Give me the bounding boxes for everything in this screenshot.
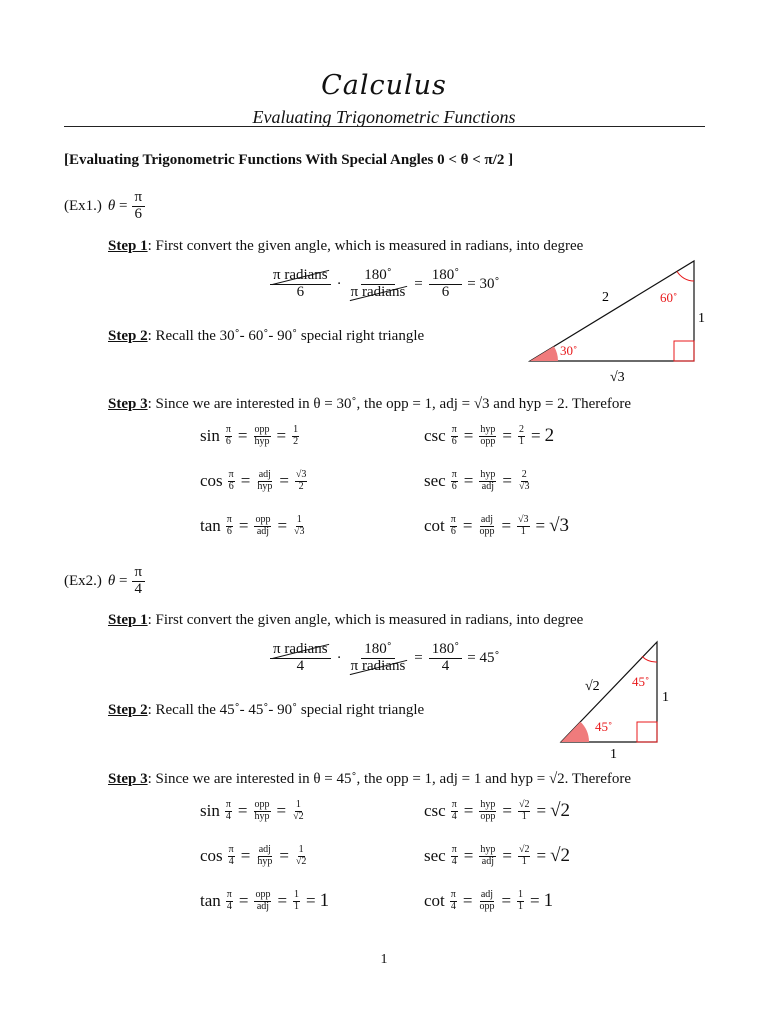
ex1-step1 <box>108 238 583 255</box>
ex1-ratios <box>200 425 680 555</box>
ratio-fn-name: sec <box>424 846 446 865</box>
ex1-angle-a: 30˚ <box>560 343 578 358</box>
ratio-angle: $\frac{\pi}{6}$ <box>451 424 457 447</box>
ratio-fn-name: sin <box>200 426 220 445</box>
ratio-value: $\frac{√2}{1}$ <box>518 844 530 867</box>
ratio-fn-name: csc <box>424 426 446 445</box>
ratio-definition: $\frac{\text{hyp}}{\text{adj}}$ <box>480 844 496 867</box>
ratio-simplified: √3 <box>549 515 570 536</box>
ratio-definition: $\frac{\text{opp}}{\text{hyp}}$ <box>254 424 270 447</box>
ex1-triangle-diagram <box>520 255 715 385</box>
ratio-value: $\frac{1}{√3}$ <box>294 514 305 537</box>
ratio-row-tan: tan $\frac{\pi}{6}$ = $\frac{\text{opp}}{\text{adj}}$ = $\frac{1}{√3}$ <box>200 514 305 537</box>
ex2-theta: $\frac{\pi}{4}$ <box>132 565 146 598</box>
ratio-fn-name: cot <box>424 516 445 535</box>
ratio-angle: $\frac{\pi}{4}$ <box>225 799 231 822</box>
ex2-angle-wedge <box>561 722 589 742</box>
ex1-heading: (Ex1.) θ = $\frac{\pi}{6}$ <box>64 190 147 223</box>
ex1-angle-wedge <box>530 346 558 361</box>
ratio-row-cos: cos $\frac{\pi}{6}$ = $\frac{\text{adj}}{\text{hyp}}$ = $\frac{√3}{2}$ <box>200 469 307 492</box>
ratio-row-tan: tan $\frac{\pi}{4}$ = $\frac{\text{opp}}{\text{adj}}$ = $\frac{1}{1}$ = 1 <box>200 889 330 912</box>
ratio-angle: $\frac{\pi}{6}$ <box>226 514 232 537</box>
ex2-angle-arc <box>642 656 657 662</box>
ex2-step1: Step 1: First convert the given angle, which is measured in radians, into degree <box>108 612 584 628</box>
page-number: 1 <box>380 952 388 967</box>
ex2-step2: Step 2: Recall the 45˚- 45˚- 90˚ special right triangle <box>108 702 425 718</box>
ex2-label: (Ex2.) <box>64 572 102 589</box>
ratio-value: $\frac{1}{1}$ <box>518 889 524 912</box>
ratio-angle: $\frac{\pi}{6}$ <box>225 424 231 447</box>
ex1-step3: Step 3: Since we are interested in θ = 30˚, the opp = 1, adj = √3 and hyp = 2. Therefore <box>108 396 632 412</box>
ratio-fn-name: tan <box>200 891 221 910</box>
ex2-angle-b: 45˚ <box>632 674 650 689</box>
ratio-fn-name: tan <box>200 516 221 535</box>
ex1-step2: Step 2: Recall the 30˚- 60˚- 90˚ special right triangle <box>108 328 425 344</box>
ratio-row-csc: csc $\frac{\pi}{4}$ = $\frac{\text{hyp}}{\text{opp}}$ = $\frac{√2}{1}$ = √2 <box>424 799 570 822</box>
ratio-value: $\frac{2}{1}$ <box>518 424 524 447</box>
ratio-row-sec: sec $\frac{\pi}{6}$ = $\frac{\text{hyp}}{\text{adj}}$ = $\frac{2}{√3}$ <box>424 469 530 492</box>
ex1-step1-text: : First convert the given angle, which is measured in radians, into degree <box>147 238 584 254</box>
page-title: Calculus <box>321 70 447 101</box>
ratio-definition: $\frac{\text{opp}}{\text{hyp}}$ <box>254 799 270 822</box>
ratio-definition: $\frac{\text{hyp}}{\text{adj}}$ <box>480 469 496 492</box>
ex2-triangle-diagram <box>555 634 685 764</box>
ratio-fn-name: csc <box>424 801 446 820</box>
ex1-hyp-label: 2 <box>602 290 609 305</box>
ratio-value: $\frac{1}{√2}$ <box>293 799 304 822</box>
ex1-triangle <box>530 261 694 361</box>
ratio-definition: $\frac{\text{adj}}{\text{opp}}$ <box>479 514 495 537</box>
ex2-step3: Step 3: Since we are interested in θ = 45˚, the opp = 1, adj = 1 and hyp = √2. Therefore <box>108 771 632 787</box>
ratio-value: $\frac{√2}{1}$ <box>518 799 530 822</box>
ratio-fn-name: cot <box>424 891 445 910</box>
ratio-row-cot: cot $\frac{\pi}{6}$ = $\frac{\text{adj}}{\text{opp}}$ = $\frac{√3}{1}$ = √3 <box>424 514 570 537</box>
ex2-adj-label: 1 <box>610 747 617 762</box>
ratio-value: $\frac{1}{√2}$ <box>295 844 307 867</box>
section-heading: [Evaluating Trigonometric Functions With Special Angles 0 < θ < π/2 ] <box>64 152 514 168</box>
ratio-angle: $\frac{\pi}{4}$ <box>451 799 457 822</box>
ratio-value: $\frac{√3}{1}$ <box>518 514 529 537</box>
ratio-value: $\frac{√3}{2}$ <box>295 469 307 492</box>
page-subtitle: Evaluating Trigonometric Functions <box>252 107 516 127</box>
ratio-angle: $\frac{\pi}{6}$ <box>451 469 457 492</box>
ratio-row-sin: sin $\frac{\pi}{6}$ = $\frac{\text{opp}}{\text{hyp}}$ = $\frac{1}{2}$ <box>200 424 299 447</box>
ex2-heading: (Ex2.) θ = $\frac{\pi}{4}$ <box>64 565 147 598</box>
ratio-fn-name: cos <box>200 846 223 865</box>
ratio-angle: $\frac{\pi}{4}$ <box>226 889 232 912</box>
ratio-row-sin: sin $\frac{\pi}{4}$ = $\frac{\text{opp}}{\text{hyp}}$ = $\frac{1}{√2}$ <box>200 799 304 822</box>
ratio-simplified: 1 <box>543 890 554 911</box>
ex1-step1-label: Step 1 <box>108 238 148 254</box>
ex1-angle-arc <box>677 271 694 281</box>
ratio-definition: $\frac{\text{hyp}}{\text{opp}}$ <box>480 799 496 822</box>
ratio-value: $\frac{1}{1}$ <box>294 889 300 912</box>
ex2-angle-a: 45˚ <box>595 719 613 734</box>
ratio-angle: $\frac{\pi}{4}$ <box>451 844 457 867</box>
ratio-fn-name: sin <box>200 801 220 820</box>
ratio-angle: $\frac{\pi}{4}$ <box>450 889 456 912</box>
ex2-right-angle-mark <box>637 722 657 742</box>
ratio-angle: $\frac{\pi}{4}$ <box>228 844 234 867</box>
ex1-opp-label: 1 <box>698 311 705 326</box>
ratio-row-cot: cot $\frac{\pi}{4}$ = $\frac{\text{adj}}{\text{opp}}$ = $\frac{1}{1}$ = 1 <box>424 889 554 912</box>
ratio-simplified: 1 <box>319 890 330 911</box>
ratio-row-cos: cos $\frac{\pi}{4}$ = $\frac{\text{adj}}{\text{hyp}}$ = $\frac{1}{√2}$ <box>200 844 307 867</box>
ratio-angle: $\frac{\pi}{6}$ <box>228 469 234 492</box>
ratio-simplified: 2 <box>544 425 555 446</box>
title-divider <box>64 126 705 127</box>
ratio-fn-name: sec <box>424 471 446 490</box>
ex2-ratios <box>200 800 680 930</box>
ratio-simplified: √2 <box>550 800 570 821</box>
ex1-adj-label: √3 <box>610 370 625 385</box>
ratio-fn-name: cos <box>200 471 223 490</box>
ratio-value: $\frac{1}{2}$ <box>293 424 299 447</box>
ex1-label: (Ex1.) <box>64 197 102 214</box>
ratio-definition: $\frac{\text{hyp}}{\text{opp}}$ <box>480 424 496 447</box>
ratio-row-csc: csc $\frac{\pi}{6}$ = $\frac{\text{hyp}}{\text{opp}}$ = $\frac{2}{1}$ = 2 <box>424 424 555 447</box>
ex2-opp-label: 1 <box>662 690 669 705</box>
ratio-definition: $\frac{\text{adj}}{\text{hyp}}$ <box>257 469 273 492</box>
ratio-simplified: √2 <box>550 845 570 866</box>
ex1-conversion: $\frac{\text{π radians}}{6}$ · $\frac{180˚}{\text{π radians}}$ = $\frac{180˚}{6}$ = 30˚ <box>268 268 499 301</box>
ex1-angle-b: 60˚ <box>660 290 678 305</box>
ratio-row-sec: sec $\frac{\pi}{4}$ = $\frac{\text{hyp}}{\text{adj}}$ = $\frac{√2}{1}$ = √2 <box>424 844 570 867</box>
ex1-right-angle-mark <box>674 341 694 361</box>
ratio-value: $\frac{2}{√3}$ <box>518 469 530 492</box>
ex1-theta: $\frac{\pi}{6}$ <box>132 190 146 223</box>
ex2-conversion: $\frac{\text{π radians}}{4}$ · $\frac{180˚}{\text{π radians}}$ = $\frac{180˚}{4}$ = 45˚ <box>268 642 499 675</box>
ex2-hyp-label: √2 <box>585 679 600 694</box>
ratio-definition: $\frac{\text{adj}}{\text{hyp}}$ <box>257 844 273 867</box>
ratio-definition: $\frac{\text{adj}}{\text{opp}}$ <box>479 889 495 912</box>
ratio-angle: $\frac{\pi}{6}$ <box>450 514 456 537</box>
ratio-definition: $\frac{\text{opp}}{\text{adj}}$ <box>255 514 271 537</box>
ratio-definition: $\frac{\text{opp}}{\text{adj}}$ <box>255 889 271 912</box>
